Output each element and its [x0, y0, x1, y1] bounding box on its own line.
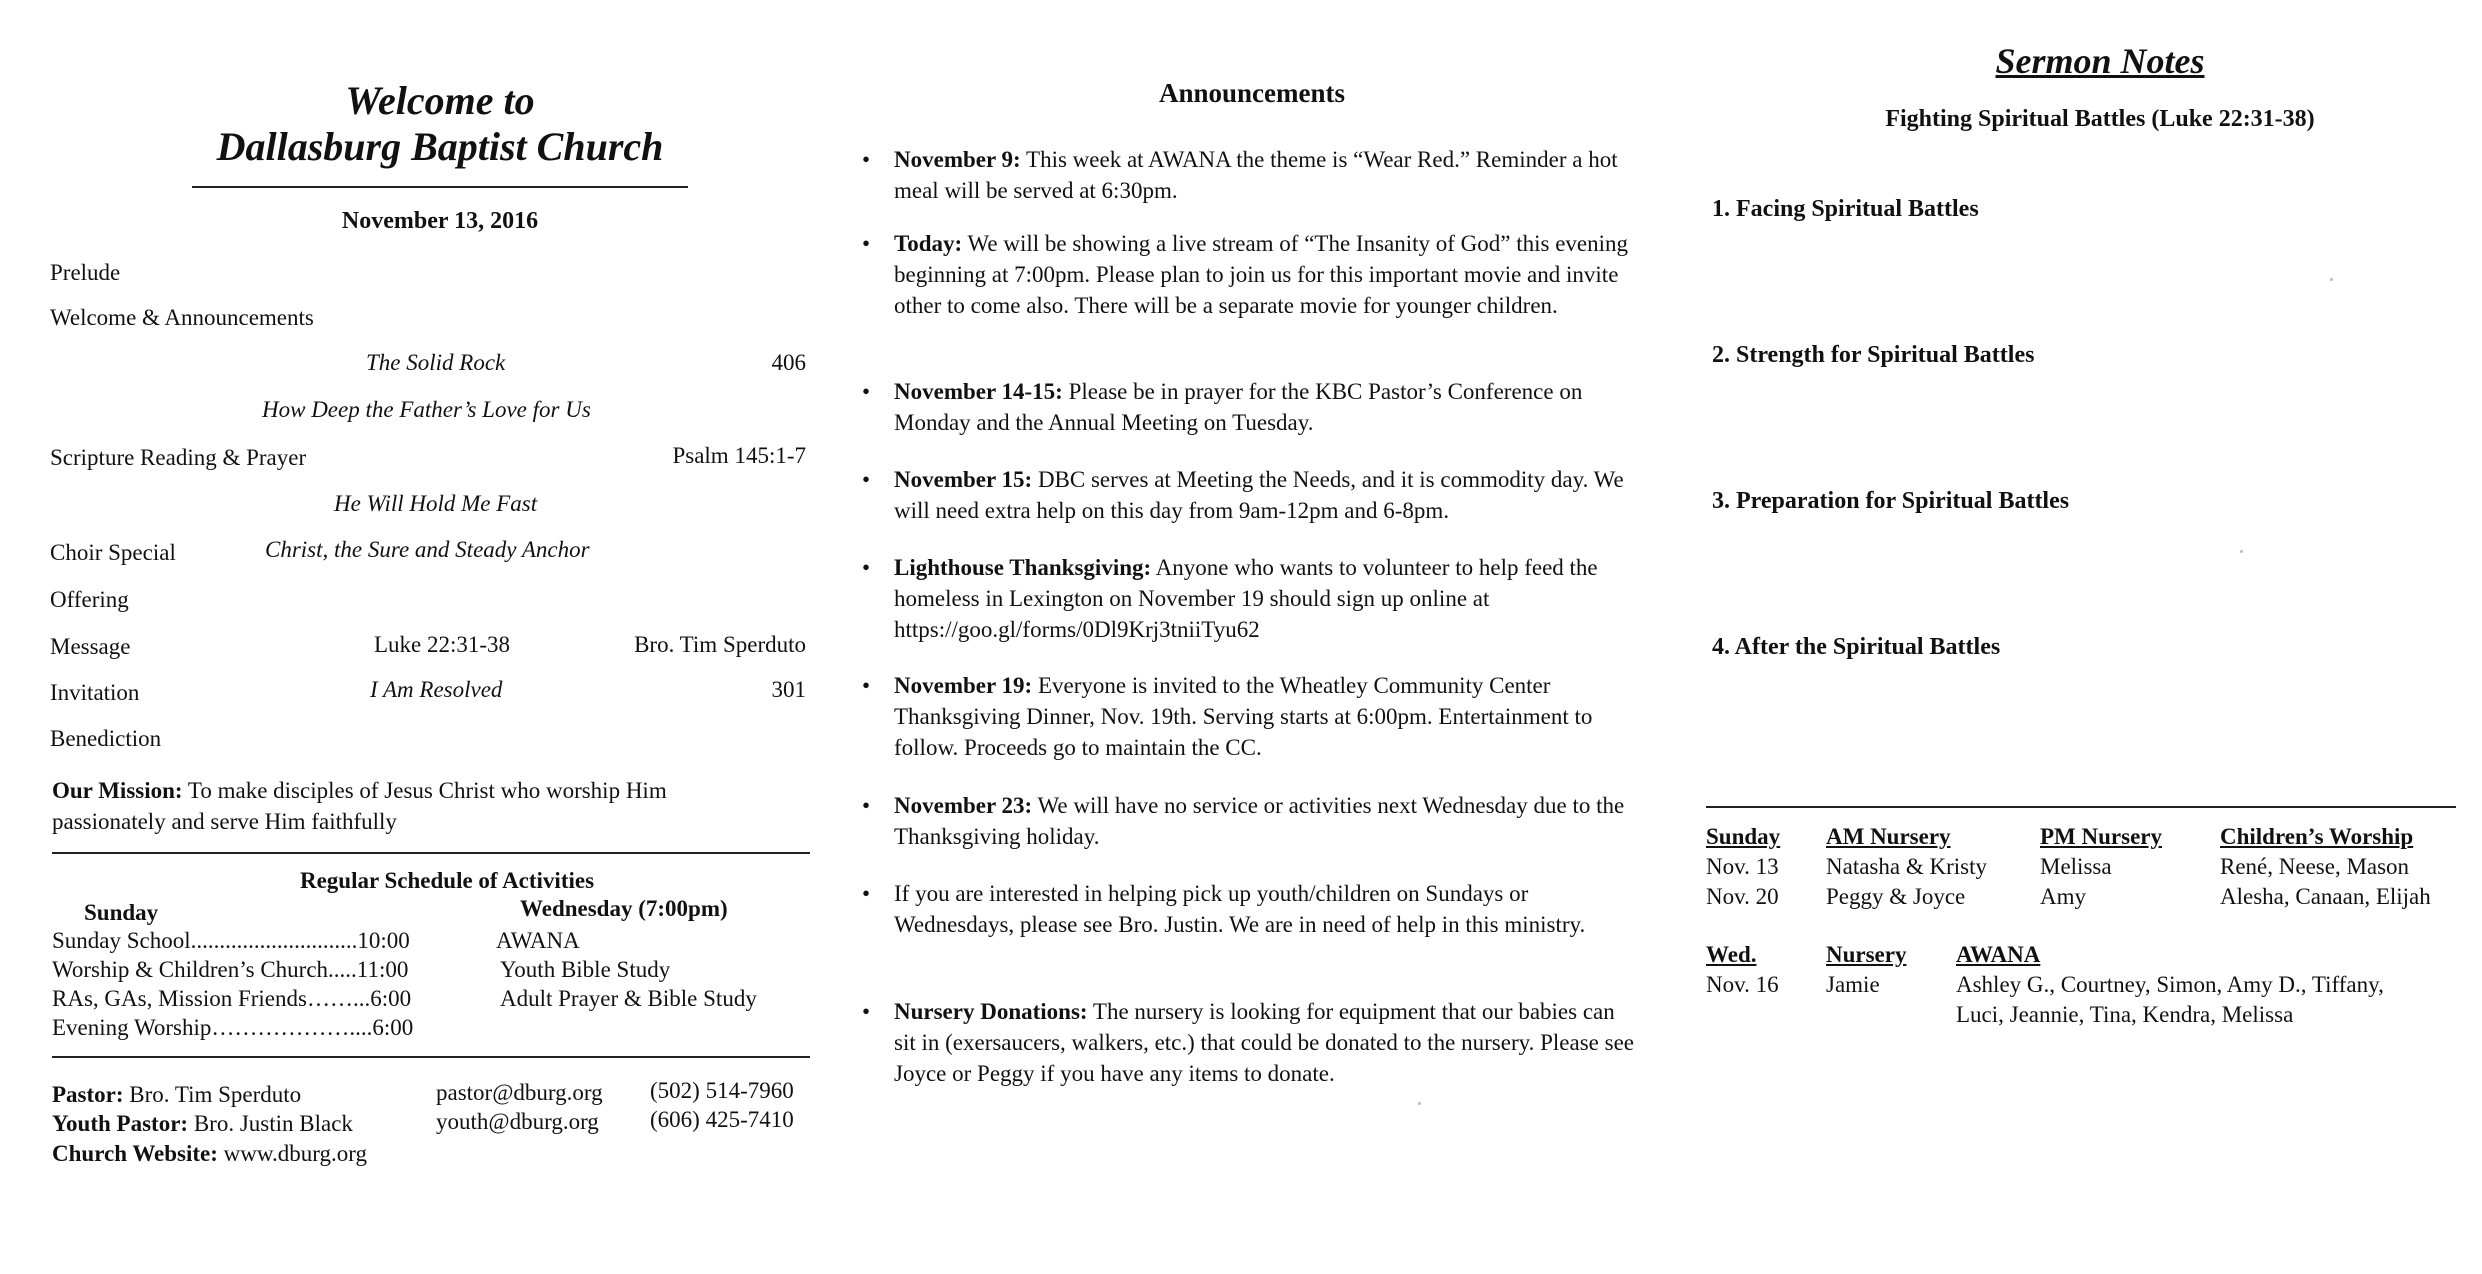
nursery-col-header: Nursery [1826, 942, 1907, 967]
contact-pastor [52, 1082, 301, 1108]
sunday-col-header: Sunday [1706, 824, 1781, 849]
order-song-how-deep: How Deep the Father’s Love for Us [262, 397, 591, 422]
sermon-notes-title: Sermon Notes [1995, 41, 2205, 81]
announcement-lead: Today: [894, 231, 963, 256]
scan-speck [2240, 550, 2243, 553]
welcome-heading-line2: Dallasburg Baptist Church [216, 124, 664, 169]
sunday-item: RAs, GAs, Mission Friends……...6:00 [52, 986, 412, 1011]
schedule-wednesday-header: Wednesday (7:00pm) [520, 896, 728, 921]
website-url: www.dburg.org [217, 1141, 367, 1166]
bullet-icon: • [862, 147, 871, 172]
youth-pastor-name: Bro. Justin Black [188, 1111, 353, 1136]
contact-website [52, 1141, 367, 1167]
schedule-rule [1706, 806, 2456, 808]
wednesday-item: Youth Bible Study [500, 957, 671, 982]
pastor-phone: (502) 514-7960 [650, 1078, 794, 1103]
order-song-solid-rock-number: 406 [771, 350, 806, 375]
announcement-text: The nursery is looking for equipment that our babies can sit in (exersaucers, walkers, etc.) that could be donated to the nursery. Please see Joyce or Peggy if you have any items to donate. [894, 999, 1634, 1086]
announcement-text: Everyone is invited to the Wheatley Community Center Thanksgiving Dinner, Nov. 19th. Serving starts at 6:00pm. Entertainment to follow. Proceeds go to maintain the CC. [894, 673, 1593, 760]
welcome-heading-line1: Welcome to [345, 78, 535, 123]
mission-line1 [52, 778, 667, 804]
announcement-lead: November 23: [894, 793, 1033, 818]
youth-phone: (606) 425-7410 [650, 1107, 794, 1132]
order-offering: Offering [50, 587, 129, 612]
sunday-item: Evening Worship………………....6:00 [52, 1015, 414, 1040]
order-choir-label: Choir Special [50, 540, 176, 565]
announcement-lead: November 19: [894, 673, 1033, 698]
order-invitation-song: I Am Resolved [370, 677, 503, 702]
table-cell: René, Neese, Mason [2220, 854, 2410, 879]
wed-awana-line2: Luci, Jeannie, Tina, Kendra, Melissa [1956, 1002, 2294, 1027]
order-invitation-label: Invitation [50, 680, 140, 705]
scan-speck [2330, 278, 2333, 281]
announcement-item [862, 552, 1642, 645]
announcement-lead: Lighthouse Thanksgiving: [894, 555, 1152, 580]
awana-col-header: AWANA [1956, 942, 2041, 967]
pm-nursery-col-header: PM Nursery [2040, 824, 2162, 849]
announcement-item [862, 144, 1642, 206]
table-cell: Natasha & Kristy [1826, 854, 1987, 879]
table-cell: Amy [2040, 884, 2086, 909]
announcement-text: Anyone who wants to volunteer to help feed the homeless in Lexington on November 19 should sign up online at https://goo.gl/forms/0Dl9Krj3tniiTyu62 [894, 555, 1598, 642]
table-cell: Nov. 20 [1706, 884, 1779, 909]
mission-label: Our Mission: [52, 778, 183, 803]
sermon-subtitle: Fighting Spiritual Battles (Luke 22:31-38) [1885, 106, 2315, 132]
pastor-label: Pastor: [52, 1082, 124, 1107]
mission-text-1: To make disciples of Jesus Christ who worship Him [182, 778, 667, 803]
order-welcome: Welcome & Announcements [50, 305, 314, 330]
sunday-item: Sunday School.............................10:00 [52, 928, 410, 953]
announcement-lead: November 9: [894, 147, 1021, 172]
announcements-title: Announcements [1158, 78, 1346, 108]
wed-awana-line1: Ashley G., Courtney, Simon, Amy D., Tiffany, [1956, 972, 2384, 997]
sermon-point: 4. After the Spiritual Battles [1712, 634, 2001, 660]
order-invitation-number: 301 [771, 677, 806, 702]
announcement-item [862, 790, 1642, 852]
order-benediction: Benediction [50, 726, 162, 751]
mission-line2: passionately and serve Him faithfully [52, 809, 397, 834]
wednesday-item: Adult Prayer & Bible Study [500, 986, 757, 1011]
announcement-lead: November 14-15: [894, 379, 1063, 404]
youth-email: youth@dburg.org [436, 1109, 599, 1134]
scan-speck [1418, 1102, 1421, 1105]
wednesday-item: AWANA [496, 928, 580, 953]
bullet-icon: • [862, 673, 871, 698]
announcement-text: Please be in prayer for the KBC Pastor’s Conference on Monday and the Annual Meeting on Tuesday. [894, 379, 1583, 435]
youth-pastor-label: Youth Pastor: [52, 1111, 189, 1136]
announcement-item [862, 670, 1642, 763]
table-cell: Melissa [2040, 854, 2112, 879]
sermon-point: 1. Facing Spiritual Battles [1712, 196, 1979, 222]
table-cell: Peggy & Joyce [1826, 884, 1966, 909]
order-message-speaker: Bro. Tim Sperduto [634, 632, 806, 657]
schedule-title: Regular Schedule of Activities [299, 868, 595, 893]
order-song-hold-me-fast: He Will Hold Me Fast [334, 491, 538, 516]
pastor-email: pastor@dburg.org [436, 1080, 603, 1105]
announcement-item [862, 376, 1642, 438]
bullet-icon: • [862, 999, 871, 1024]
announcement-item [862, 228, 1642, 321]
table-cell: Alesha, Canaan, Elijah [2220, 884, 2431, 909]
bullet-icon: • [862, 793, 871, 818]
contact-rule [52, 1056, 810, 1058]
schedule-sunday-header: Sunday [84, 900, 159, 925]
announcement-item [862, 878, 1642, 940]
mission-rule [52, 852, 810, 854]
contact-youth-pastor [52, 1111, 353, 1137]
wed-date: Nov. 16 [1706, 972, 1779, 997]
announcement-text: This week at AWANA the theme is “Wear Red.” Reminder a hot meal will be served at 6:30pm. [894, 147, 1618, 203]
bullet-icon: • [862, 379, 871, 404]
wed-col-header: Wed. [1706, 942, 1757, 967]
sermon-point: 2. Strength for Spiritual Battles [1712, 342, 2035, 368]
website-label: Church Website: [52, 1141, 218, 1166]
announcement-lead: Nursery Donations: [894, 999, 1088, 1024]
announcement-text: We will be showing a live stream of “The Insanity of God” this evening beginning at 7:00pm. Please plan to join us for this important movie and invite other to come also. There will be a separate movie for younger children. [894, 231, 1629, 318]
wed-nursery: Jamie [1826, 972, 1880, 997]
announcement-item [862, 464, 1642, 526]
sermon-point: 3. Preparation for Spiritual Battles [1712, 488, 2070, 514]
am-nursery-col-header: AM Nursery [1826, 824, 1951, 849]
pastor-name: Bro. Tim Sperduto [123, 1082, 302, 1107]
bullet-icon: • [862, 467, 871, 492]
order-message-ref: Luke 22:31-38 [374, 632, 511, 657]
bullet-icon: • [862, 231, 871, 256]
order-song-solid-rock: The Solid Rock [366, 350, 506, 375]
announcement-text: If you are interested in helping pick up youth/children on Sundays or Wednesdays, please see Bro. Justin. We are in need of help in this ministry. [894, 881, 1586, 937]
table-cell: Nov. 13 [1706, 854, 1779, 879]
order-scripture-ref: Psalm 145:1-7 [672, 443, 806, 468]
announcement-text: DBC serves at Meeting the Needs, and it is commodity day. We will need extra help on this day from 9am-12pm and 6-8pm. [894, 467, 1624, 523]
order-choir-song: Christ, the Sure and Steady Anchor [265, 537, 590, 562]
order-prelude: Prelude [50, 260, 121, 285]
childrens-worship-col-header: Children’s Worship [2220, 824, 2414, 849]
heading-rule [192, 186, 688, 188]
order-scripture-label: Scripture Reading & Prayer [50, 445, 307, 470]
announcement-item [862, 996, 1642, 1089]
bullet-icon: • [862, 555, 871, 580]
announcement-lead: November 15: [894, 467, 1033, 492]
service-date: November 13, 2016 [341, 208, 539, 234]
bullet-icon: • [862, 881, 871, 906]
sunday-item: Worship & Children’s Church.....11:00 [52, 957, 409, 982]
announcement-text: We will have no service or activities next Wednesday due to the Thanksgiving holiday. [894, 793, 1625, 849]
order-message-label: Message [50, 634, 131, 659]
